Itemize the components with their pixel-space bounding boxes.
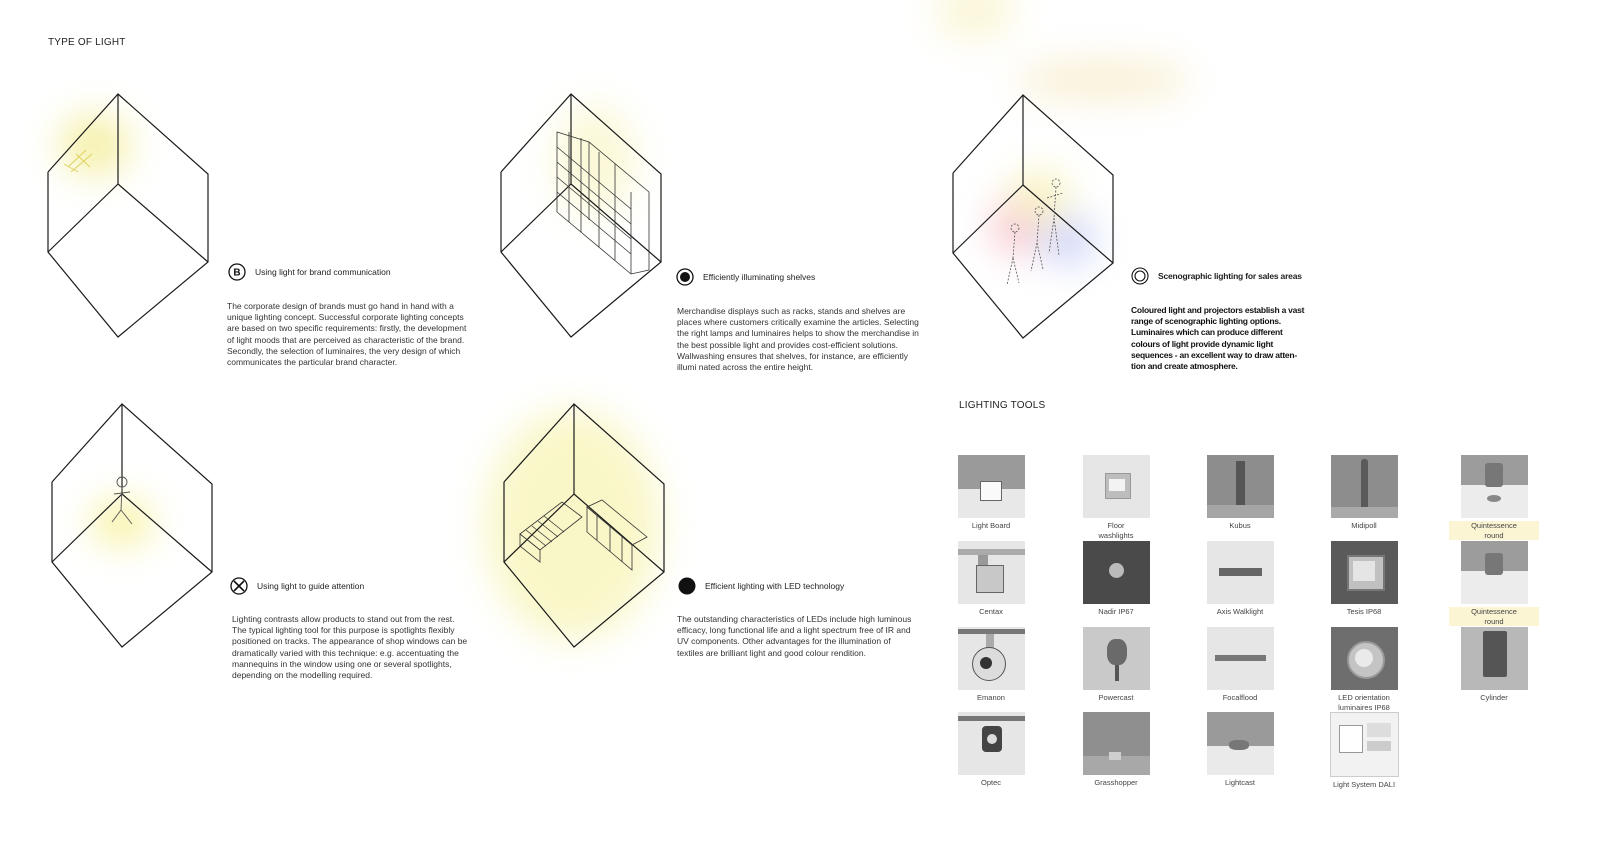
light-type-caption-led [678,577,844,595]
tool-item-nadir-ip67 [1071,541,1161,617]
light-type-title: Using light for brand communication [255,267,391,277]
nadir-ip67-thumbnail [1083,541,1150,604]
focalflood-thumbnail [1207,627,1274,690]
tool-item-focalflood [1195,627,1285,703]
tool-name: Cylinder [1480,693,1508,702]
tool-name: Kubus [1229,521,1251,530]
kubus-thumbnail [1207,455,1274,518]
light-board-thumbnail [958,455,1025,518]
tool-name: Optec [980,778,1001,787]
light-type-title: Using light to guide attention [257,581,365,591]
tool-item-tesis-ip68 [1319,541,1409,617]
tool-name: Midipoll [1351,521,1377,530]
filled-circle-icon [678,577,696,595]
isometric-room-drawing [46,92,212,340]
tool-item-midipoll [1319,455,1409,531]
svg-text:B: B [233,267,241,279]
cylinder-thumbnail [1461,627,1528,690]
light-type-caption-shelves [676,268,815,286]
room-illustration-brand [46,92,212,340]
tool-item-kubus [1195,455,1285,531]
quintessence-round-thumbnail [1461,455,1528,518]
circled-b-icon [228,263,246,281]
tool-item-floor-washlights [1071,455,1161,540]
tool-item-optec [946,712,1036,788]
tool-item-led-orientation [1319,627,1409,712]
optec-thumbnail [958,712,1025,775]
tool-item-axis-walklight [1195,541,1285,617]
room-illustration-shelves [499,92,665,340]
emanon-thumbnail [958,627,1025,690]
grasshopper-thumbnail [1083,712,1150,775]
light-system-dali-thumbnail [1330,712,1399,777]
tool-name: Grasshopper [1094,778,1138,787]
circled-dot-icon [676,268,694,286]
powercast-thumbnail [1083,627,1150,690]
quintessence-round-thumbnail [1461,541,1528,604]
tool-name: Lightcast [1224,778,1256,787]
light-type-description: The corporate design of brands must go hand in hand with a unique lighting concept. Successful corporate lighting concepts are based on two specific requirements: firstly, the development of light moods that are perceived as characteristic of the brand. Secondly, the selection of luminaires, the very design of which communicates the particular brand character. [227,301,467,368]
light-type-caption-guide [230,577,364,595]
tool-name: Nadir IP67 [1098,607,1134,616]
room-illustration-guide [50,402,216,650]
tool-name: Focalflood [1222,693,1258,702]
light-type-description: The outstanding characteristics of LEDs include high luminous efficacy, long functional life and a light spectrum free of IR and UV components. Other advantages for the illumination of textiles are brilliant light and good colour rendition. [677,614,912,658]
light-type-caption-scenographic [1131,267,1302,285]
room-illustration-scenographic [951,93,1117,341]
tool-item-powercast [1071,627,1161,703]
tool-name: Powercast [1098,693,1134,702]
midipoll-thumbnail [1331,455,1398,518]
light-type-description: Merchandise displays such as racks, stands and shelves are places where customers critically examine the articles. Selecting the right lamps and luminaires helps to show the merchandise in the best possible light and provides cost-efficient solutions. Wallwashing ensures that shelves, for instance, are efficiently illumi nated across the entire height. [677,306,919,373]
tool-item-light-system-dali [1319,712,1409,790]
double-circle-icon [1131,267,1149,285]
tool-name: Quintessence round [1449,607,1539,626]
axis-walklight-thumbnail [1207,541,1274,604]
top-glow [935,0,1015,40]
tool-item-grasshopper [1071,712,1161,788]
tool-name: Centax [979,607,1003,616]
lighting-tools-heading: LIGHTING TOOLS [959,400,1046,411]
tool-name: LED orientation luminaires IP68 [1338,693,1390,712]
display-counters-drawing [520,500,647,570]
centax-thumbnail [958,541,1025,604]
light-type-caption-brand [228,263,391,281]
tool-name: Quintessence round [1449,521,1539,540]
tool-item-centax [946,541,1036,617]
tool-name: Emanon [977,693,1005,702]
tool-item-light-board [946,455,1036,531]
tool-name: Light Board [971,521,1011,530]
tool-item-cylinder [1449,627,1539,703]
light-type-title: Efficiently illuminating shelves [703,272,816,282]
tool-name: Tesis IP68 [1346,607,1382,616]
tool-name: Axis Walklight [1216,607,1264,616]
floor-washlights-thumbnail [1083,455,1150,518]
tool-item-lightcast [1195,712,1285,788]
tool-item-quintessence-round-2 [1449,541,1539,626]
light-type-description: Lighting contrasts allow products to stand out from the rest. The typical lighting tool for this purpose is spotlights flexibly positioned on tracks. The appearance of shop windows can be dramatically varied with this technique: e.g. accentuating the mannequins in the window using one or several spotlights, depending on the modelling required. [232,614,468,681]
room-illustration-led [502,402,668,650]
tesis-ip68-thumbnail [1331,541,1398,604]
lightcast-thumbnail [1207,712,1274,775]
circled-x-icon [230,577,248,595]
light-type-description: Coloured light and projectors establish a vast range of scenographic lighting options. Luminaires which can produce different colours of light provide dynamic light sequences - an excellent way to draw atten- tion and create atmosphere. [1131,305,1305,372]
tool-item-emanon [946,627,1036,703]
tool-name: Floor washlights [1098,521,1134,540]
tool-name: Light System DALI [1332,780,1396,789]
led-orientation-thumbnail [1331,627,1398,690]
type-of-light-heading: TYPE OF LIGHT [48,37,126,48]
light-type-title: Efficient lighting with LED technology [705,581,845,591]
light-type-title: Scenographic lighting for sales areas [1158,271,1302,281]
tool-item-quintessence-round-1 [1449,455,1539,540]
